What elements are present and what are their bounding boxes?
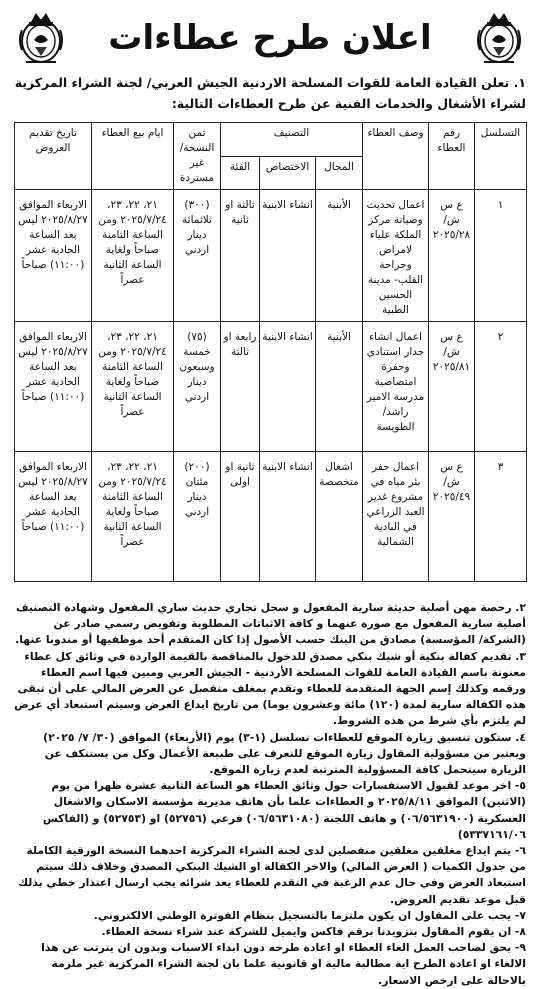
cell-specialty: انشاء الابنية [260,190,316,322]
note-item: ٥- اخر موعد لقبول الاستفسارات حول وثائق العطاء هو الساعة الثانية عشرة ظهرا من يوم (الاثنين) الموافق ٢٠٢٥/٨/١١ و العطاءات علما بأن هاتف مديرية مؤسسة الاسكان والاشغال العسكرية (٠٦/٥٦٣١٩٠٠) و هاتف اللجنة (٠٦/٥٦٣١٠٨٠) فرعي (٥٢٧٥٦) او (٥٢٧٥٣) و (الفاكس ٥٣٣٧١٦١/٠٦) [42,779,526,841]
note-item: ٩- يحق لصاحب العمل الغاء العطاء او اعادة طرحه دون ابداء الاسباب وبدون ان يترتب عن هذا الالغاء او اعادة الطرح اية مطالبة مالية او قانونية علما بان لجنة الشراء المركزية غير ملزمة بالاحالة على ارخص الاسعار. [41,941,526,987]
cell-description: اعمال حفر بئر مياه في مشروع غدير العبد الزراعي في البادية الشمالية [363,452,429,582]
cell-submission-date: الاربعاء الموافق ٢٠٢٥/٨/٢٧ ليس بعد الساعة الحادية عشر (١١:٠٠) صباحاً [15,322,92,452]
header-field: المجال [316,156,363,190]
cell-field: الأبنية [316,190,363,322]
header [8,8,532,70]
cell-category: رابعة او ثالثة [221,322,260,452]
cell-price: (٧٥) خمسة وسبعون دينار اردني [174,322,221,452]
notes-section [14,600,526,989]
header-specialty: الاختصاص [260,156,316,190]
note-item: ٢. رخصة مهن أصلية حديثة سارية المفعول و سجل تجاري حديث ساري المفعول وشهادة التصنيف أصلية سارية المفعول مع صورة عنهما و كافة الاثباتات المطلوبة وتفويض رسمي صادر عن (الشركة/ المؤسسة) مصادق من البنك حسب الأصول إذا كان المتقدم أحد موظفيها أو مندوبا عنها. [15,601,526,647]
cell-specialty: انشاء الابنية [260,452,316,582]
table-row [15,322,527,452]
cell-sale-days: ٢١، ٢٢، ٢٣، ٢٠٢٥/٧/٢٤ ومن الساعة الثامنة صباحاً ولغاية الساعة الثانية عصراً [92,322,174,452]
page-title: اعلان طرح عطاءات [108,18,432,58]
cell-submission-date: الاربعاء الموافق ٢٠٢٥/٨/٢٧ ليس بعد الساعة الحادية عشر (١١:٠٠) صباحاً [15,452,92,582]
header-price: ثمن النسخة/ غير مستردة [174,123,221,190]
cell-price: (٣٠٠) ثلاثمائة دينار اردني [174,190,221,322]
jaf-emblem-icon [472,10,526,66]
cell-tender-no: ع س ش/ ٢٠٢٥/٤٩ [429,452,475,582]
cell-specialty: انشاء الابنية [260,322,316,452]
cell-sale-days: ٢١، ٢٢، ٢٣، ٢٠٢٥/٧/٢٤ ومن الساعة الثامنة صباحاً ولغاية الساعة الثانية عصراً [92,452,174,582]
cell-category: ثالثة او ثانية [221,190,260,322]
note-item: ٦- يتم ايداع مغلفين مغلقين منفصلين لدى لجنة الشراء المركزية احدهما النسخة الورقية الكاملة من جدول الكميات ( العرض المالي) والاخر الكفالة او الشيك البنكي المصدق وخلاف ذلك سيتم استبعاد العرض وفي حال عدم الرغبة في التقدم للعطاء يعد شرائه يجب ارسال اعتذار خطي بذلك قبل موعد تقديم العروض. [18,844,526,906]
header-category: الفئة [221,156,260,190]
header-description: وصف العطاء [363,123,429,190]
tenders-table [14,122,527,582]
cell-description: اعمال تحديث وصيانة مركز الملكة علياء لامراض وجراحة القلب- مدينة الحسين الطبية [363,190,429,322]
cell-field: اشغال متخصصة [316,452,363,582]
cell-field: الأبنية [316,322,363,452]
cell-price: (٢٠٠) مئتان دينار اردني [174,452,221,582]
header-sale-days: ايام بيع العطاء [92,123,174,190]
header-serial: التسلسل [475,123,527,190]
intro-paragraph: ١. تعلن القيادة العامة للقوات المسلحة الاردنية الجيش العربي/ لجنة الشراء المركزية لشراء الأشغال والخدمات الفنية عن طرح العطاءات التالية: [14,75,526,111]
cell-submission-date: الاربعاء الموافق ٢٠٢٥/٨/٢٧ ليس بعد الساعة الحادية عشر (١١:٠٠) صباحاً [15,190,92,322]
cell-category: ثانية او اولى [221,452,260,582]
cell-sale-days: ٢١، ٢٢، ٢٣، ٢٠٢٥/٧/٢٤ ومن الساعة الثامنة صباحاً ولغاية الساعة الثانية عصراً [92,190,174,322]
cell-serial: ٣ [475,452,527,582]
note-item: ٤. ستكون تنسيق زيارة الموقع للعطاءات تسلسل (١-٣) يوم (الأربعاء) الموافق (٣٠/ ٧/ ٢٠٢٥) ويعتبر من مسؤولية المقاول زيارة الموقع للتعرف على طبيعة الأعمال وكل من يستنكف عن الزيارة سيتحمل كافة المسؤولية المترتبة لعدم زيارة الموقع. [43,730,526,777]
header-tender-no: رقم العطاء [429,123,475,190]
jaf-emblem-icon [14,10,68,66]
note-item: ٨- ان يقوم المقاول بتزويدنا برقم فاكس وايميل للشركة عند شراء نسخة العطاء. [101,925,526,939]
cell-description: اعمال انشاء جدار استنادي وحفرة امتصاصية مدرسة الامير راشد/الطويسة [363,322,429,452]
note-item: ٣. تقديم كفالة بنكية أو شيك بنكي مصدق للدخول بالمناقصة بالقيمة الواردة في وثائق كل عطاء معنونة باسم القيادة العامة للقوات المسلحة الأردنية - الجيش العربي ومبين فيها اسم العطاء ورقمه وكذلك إسم الجهة المتقدمة للعطاء وتقدم بمغلف منفصل عن العرض المالي على أن تبقى هذه الكفالة سارية لمدة (١٢٠) مائة وعشرون يوما) من تاريخ ايداع العرض وسيتم استبعاد أي عرض لم يلتزم بأي شرط من هذه الشروط. [14,649,526,728]
note-item: ٧- يجب على المقاول ان يكون ملتزما بالتسجيل بنظام الفوترة الوطني الالكتروني. [93,908,526,922]
table-row [15,190,527,322]
cell-serial: ١ [475,190,527,322]
cell-tender-no: ع س ش/ ٢٠٢٥/٢٨ [429,190,475,322]
cell-tender-no: ع س ش/ ٢٠٢٥/٨١ [429,322,475,452]
header-submission-date: تاريخ تقديم العروض [15,123,92,190]
header-classification: التصنيف [221,123,363,157]
cell-serial: ٢ [475,322,527,452]
table-row [15,452,527,582]
